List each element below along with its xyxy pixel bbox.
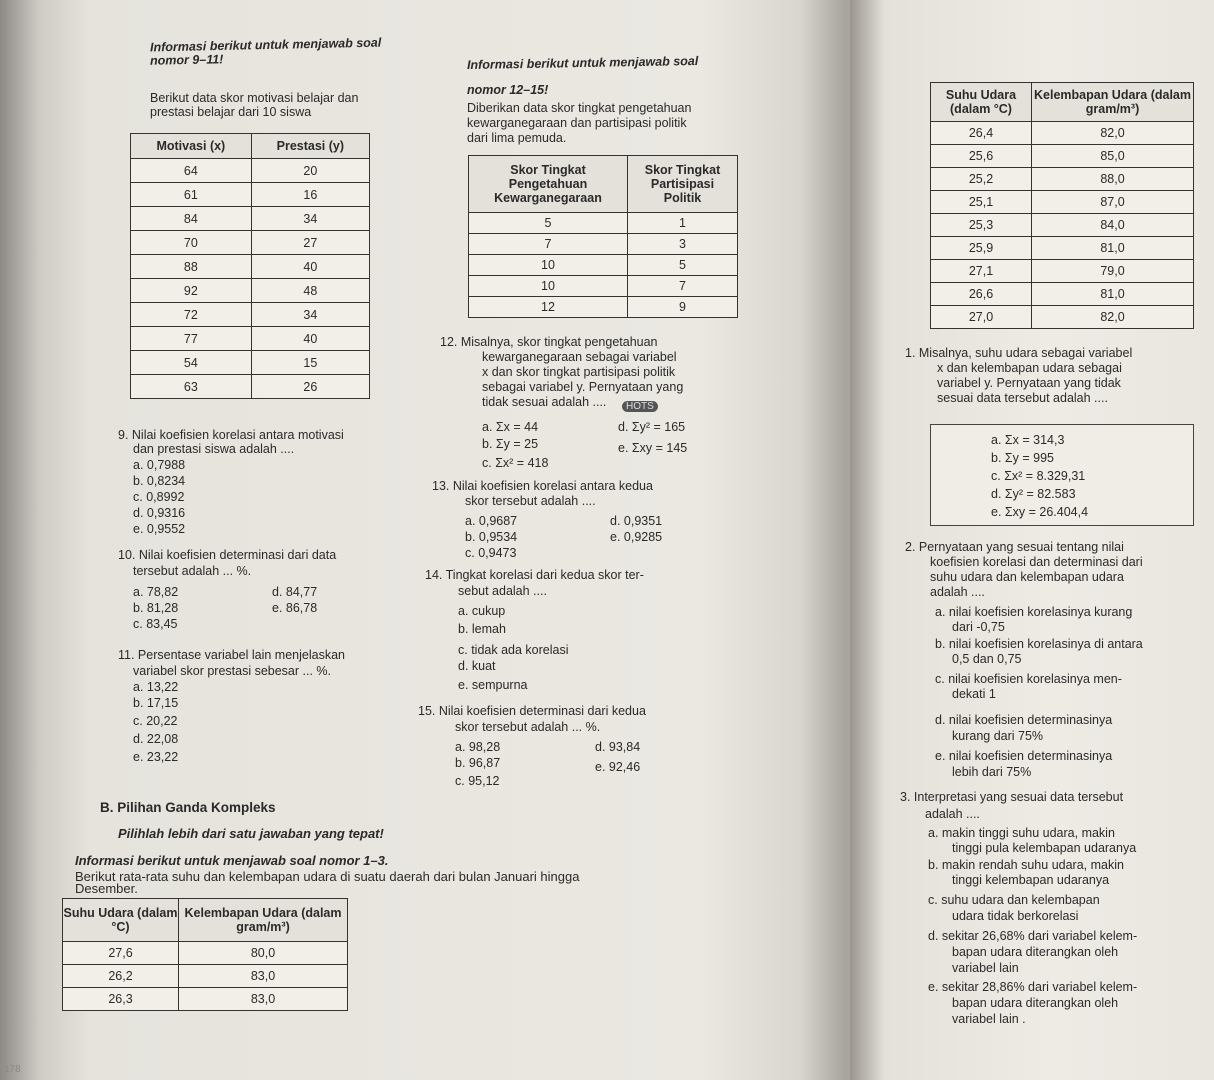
hots-badge [622, 396, 658, 414]
option-3d-cont2: variabel lain [952, 961, 1019, 975]
civic-score-table [468, 155, 738, 318]
option-2e: e. nilai koefisien determinasinya [935, 749, 1113, 763]
option-12e: e. Σxy = 145 [618, 441, 688, 455]
option-9e: e. 0,9552 [133, 522, 186, 536]
question-10: 10. Nilai koefisien determinasi dari data [118, 548, 337, 562]
option-2a: a. nilai koefisien korelasinya kurang [935, 605, 1133, 619]
table-header: Suhu Udara (dalam °C) [931, 83, 1032, 122]
table-row [131, 159, 370, 183]
option-13a: a. 0,9687 [465, 514, 518, 528]
option-10e: e. 86,78 [272, 601, 318, 615]
table-cell: 40 [251, 255, 369, 279]
table-cell: 85,0 [1032, 145, 1194, 168]
table-cell: 27 [251, 231, 369, 255]
option-1e: e. Σxy = 26.404,4 [991, 505, 1089, 519]
option-11a: a. 13,22 [133, 680, 179, 694]
info-desc-1b: Desember. [75, 881, 138, 896]
option-2d-cont: kurang dari 75% [952, 729, 1044, 743]
table-row [931, 260, 1194, 283]
table-header: Skor Tingkat Pengetahuan Kewarganegaraan [469, 156, 628, 213]
table-cell: 70 [131, 231, 252, 255]
question-9: 9. Nilai koefisien korelasi antara motivasi [118, 428, 344, 442]
option-14a: a. cukup [458, 604, 506, 618]
table-cell: 81,0 [1032, 237, 1194, 260]
table-cell: 12 [469, 297, 628, 318]
option-9d: d. 0,9316 [133, 506, 186, 520]
option-3e-cont: bapan udara diterangkan oleh [952, 996, 1119, 1010]
section-b-title: B. Pilihan Ganda Kompleks [100, 800, 276, 815]
question-9-text: dan prestasi siswa adalah .... [133, 442, 295, 456]
table-cell: 25,2 [931, 168, 1032, 191]
table-cell: 26,6 [931, 283, 1032, 306]
table-cell: 34 [251, 207, 369, 231]
table-cell: 83,0 [179, 988, 348, 1011]
info-desc-12: Diberikan data skor tingkat pengetahuan [467, 101, 692, 115]
table-row [131, 279, 370, 303]
option-13c: c. 0,9473 [465, 546, 517, 560]
option-14b: b. lemah [458, 622, 506, 636]
table-row [931, 168, 1194, 191]
table-cell: 25,6 [931, 145, 1032, 168]
table-cell: 81,0 [1032, 283, 1194, 306]
table-cell: 20 [251, 159, 369, 183]
question-3-b: adalah .... [925, 807, 980, 821]
info-heading-12b: nomor 12–15! [467, 83, 549, 97]
question-2-c: suhu udara dan kelembapan udara [930, 570, 1124, 584]
option-15b: b. 96,87 [455, 756, 501, 770]
table-cell: 61 [131, 183, 252, 207]
table-row [469, 213, 738, 234]
question-2: 2. Pernyataan yang sesuai tentang nilai [905, 540, 1124, 554]
table-cell: 84 [131, 207, 252, 231]
section-b-instruction: Pilihlah lebih dari satu jawaban yang tepat! [118, 826, 384, 841]
info-desc-1: Berikut rata-rata suhu dan kelembapan udara di suatu daerah dari bulan Januari hingga [75, 869, 580, 884]
table-cell: 26 [251, 375, 369, 399]
question-12-b: kewarganegaraan sebagai variabel [482, 350, 677, 364]
table-cell: 16 [251, 183, 369, 207]
table-row [131, 327, 370, 351]
table-cell: 88,0 [1032, 168, 1194, 191]
table-row [131, 255, 370, 279]
table-cell: 77 [131, 327, 252, 351]
table-cell: 48 [251, 279, 369, 303]
option-12c: c. Σx² = 418 [482, 456, 549, 470]
option-11b: b. 17,15 [133, 696, 179, 710]
option-11e: e. 23,22 [133, 750, 179, 764]
table-cell: 10 [469, 255, 628, 276]
table-row [131, 303, 370, 327]
option-1c: c. Σx² = 8.329,31 [991, 469, 1086, 483]
info-desc-12b: kewarganegaraan dan partisipasi politik [467, 116, 687, 130]
option-13b: b. 0,9534 [465, 530, 518, 544]
question-12-e: tidak sesuai adalah .... [482, 395, 607, 409]
option-9a: a. 0,7988 [133, 458, 186, 472]
question-10-text: tersebut adalah ... %. [133, 564, 252, 578]
option-9b: b. 0,8234 [133, 474, 186, 488]
table-cell: 25,1 [931, 191, 1032, 214]
option-14d: d. kuat [458, 659, 496, 673]
table-cell: 72 [131, 303, 252, 327]
table-cell: 3 [628, 234, 738, 255]
option-11d: d. 22,08 [133, 732, 179, 746]
table-row [469, 255, 738, 276]
table-row [931, 306, 1194, 329]
question-15-b: skor tersebut adalah ... %. [455, 720, 601, 734]
table-row [131, 207, 370, 231]
option-3e-cont2: variabel lain . [952, 1012, 1026, 1026]
table-cell: 10 [469, 276, 628, 297]
option-15c: c. 95,12 [455, 774, 500, 788]
question-14: 14. Tingkat korelasi dari kedua skor ter- [425, 568, 644, 582]
table-cell: 7 [469, 234, 628, 255]
info-heading-9: Informasi berikut untuk menjawab soal [149, 35, 382, 55]
table-row [931, 191, 1194, 214]
table-cell: 34 [251, 303, 369, 327]
table-cell: 92 [131, 279, 252, 303]
question-12: 12. Misalnya, skor tingkat pengetahuan [440, 335, 658, 349]
option-10b: b. 81,28 [133, 601, 179, 615]
table-cell: 80,0 [179, 942, 348, 965]
table-row [131, 351, 370, 375]
table-cell: 82,0 [1032, 122, 1194, 145]
humidity-table-part1 [62, 898, 348, 1011]
table-cell: 9 [628, 297, 738, 318]
option-10c: c. 83,45 [133, 617, 178, 631]
option-15d: d. 93,84 [595, 740, 641, 754]
table-cell: 26,3 [63, 988, 179, 1011]
table-row [469, 276, 738, 297]
table-cell: 25,3 [931, 214, 1032, 237]
option-12b: b. Σy = 25 [482, 437, 539, 451]
table-header: Motivasi (x) [131, 134, 252, 159]
option-2c: c. nilai koefisien korelasinya men- [935, 672, 1122, 686]
option-11c: c. 20,22 [133, 714, 178, 728]
info-desc-9: Berikut data skor motivasi belajar dan [150, 91, 359, 105]
option-9c: c. 0,8992 [133, 490, 185, 504]
info-heading-1: Informasi berikut untuk menjawab soal nomor 1–3. [75, 853, 389, 868]
question-2-d: adalah .... [930, 585, 985, 599]
table-cell: 64 [131, 159, 252, 183]
question-13: 13. Nilai koefisien korelasi antara kedua [432, 479, 653, 493]
option-2b-cont: 0,5 dan 0,75 [952, 652, 1022, 666]
question-11-text: variabel skor prestasi sebesar ... %. [133, 664, 331, 678]
question-15: 15. Nilai koefisien determinasi dari kedua [418, 704, 646, 718]
option-14c: c. tidak ada korelasi [458, 643, 569, 657]
table-cell: 27,6 [63, 942, 179, 965]
table-cell: 84,0 [1032, 214, 1194, 237]
table-row [469, 297, 738, 318]
option-12d: d. Σy² = 165 [618, 420, 686, 434]
question-1: 1. Misalnya, suhu udara sebagai variabel [905, 346, 1133, 360]
page-number: 178 [4, 1064, 21, 1075]
table-row [931, 237, 1194, 260]
table-cell: 1 [628, 213, 738, 234]
option-1b: b. Σy = 995 [991, 451, 1054, 465]
question-11: 11. Persentase variabel lain menjelaskan [118, 648, 345, 662]
info-desc-12c: dari lima pemuda. [467, 131, 567, 145]
option-3c-cont: udara tidak berkorelasi [952, 909, 1079, 923]
table-header: Skor Tingkat Partisipasi Politik [628, 156, 738, 213]
option-10d: d. 84,77 [272, 585, 318, 599]
table-cell: 83,0 [179, 965, 348, 988]
table-row [63, 965, 348, 988]
table-cell: 27,1 [931, 260, 1032, 283]
table-row [63, 988, 348, 1011]
option-2a-cont: dari -0,75 [952, 620, 1005, 634]
table-cell: 40 [251, 327, 369, 351]
table-cell: 87,0 [1032, 191, 1194, 214]
question-1-b: x dan kelembapan udara sebagai [937, 361, 1122, 375]
table-row [931, 214, 1194, 237]
question-1-c: variabel y. Pernyataan yang tidak [937, 376, 1121, 390]
option-15a: a. 98,28 [455, 740, 501, 754]
question-14-b: sebut adalah .... [458, 584, 547, 598]
question-12-c: x dan skor tingkat partisipasi politik [482, 365, 676, 379]
option-3e: e. sekitar 28,86% dari variabel kelem- [928, 980, 1138, 994]
option-14e: e. sempurna [458, 678, 528, 692]
question-3: 3. Interpretasi yang sesuai data tersebut [900, 790, 1124, 804]
option-2e-cont: lebih dari 75% [952, 765, 1032, 779]
option-1d: d. Σy² = 82.583 [991, 487, 1076, 501]
table-row [131, 231, 370, 255]
table-cell: 26,2 [63, 965, 179, 988]
option-13d: d. 0,9351 [610, 514, 663, 528]
humidity-table-part2 [930, 82, 1194, 329]
table-cell: 7 [628, 276, 738, 297]
table-cell: 26,4 [931, 122, 1032, 145]
table-cell: 63 [131, 375, 252, 399]
table-cell: 82,0 [1032, 306, 1194, 329]
option-13e: e. 0,9285 [610, 530, 663, 544]
info-desc-9b: prestasi belajar dari 10 siswa [150, 105, 312, 119]
table-cell: 54 [131, 351, 252, 375]
question-2-b: koefisien korelasi dan determinasi dari [930, 555, 1143, 569]
table-cell: 25,9 [931, 237, 1032, 260]
table-row [931, 145, 1194, 168]
table-header: Suhu Udara (dalam °C) [63, 899, 179, 942]
info-heading-12: Informasi berikut untuk menjawab soal [466, 53, 699, 73]
question-1-d: sesuai data tersebut adalah .... [937, 391, 1108, 405]
table-cell: 15 [251, 351, 369, 375]
option-3a: a. makin tinggi suhu udara, makin [928, 826, 1115, 840]
option-2c-cont: dekati 1 [952, 687, 996, 701]
table-header: Prestasi (y) [251, 134, 369, 159]
motivation-table [130, 133, 370, 399]
option-3b-cont: tinggi kelembapan udaranya [952, 873, 1110, 887]
question-13-b: skor tersebut adalah .... [465, 494, 596, 508]
option-15e: e. 92,46 [595, 760, 641, 774]
table-cell: 5 [469, 213, 628, 234]
question-12-d: sebagai variabel y. Pernyataan yang [482, 380, 684, 394]
option-12a: a. Σx = 44 [482, 420, 539, 434]
option-1a: a. Σx = 314,3 [991, 433, 1065, 447]
table-cell: 88 [131, 255, 252, 279]
table-header: Kelembapan Udara (dalam gram/m³) [1032, 83, 1194, 122]
option-3c: c. suhu udara dan kelembapan [928, 893, 1100, 907]
info-heading-9b: nomor 9–11! [149, 52, 224, 68]
hots-badge-label: HOTS [622, 401, 658, 412]
option-3d: d. sekitar 26,68% dari variabel kelem- [928, 929, 1138, 943]
table-row [131, 375, 370, 399]
table-row [931, 122, 1194, 145]
option-2d: d. nilai koefisien determinasinya [935, 713, 1113, 727]
option-3d-cont: bapan udara diterangkan oleh [952, 945, 1119, 959]
table-row [131, 183, 370, 207]
option-3b: b. makin rendah suhu udara, makin [928, 858, 1124, 872]
option-10a: a. 78,82 [133, 585, 179, 599]
table-row [931, 283, 1194, 306]
option-3a-cont: tinggi pula kelembapan udaranya [952, 841, 1137, 855]
table-row [469, 234, 738, 255]
table-row [63, 942, 348, 965]
table-cell: 5 [628, 255, 738, 276]
table-cell: 79,0 [1032, 260, 1194, 283]
question-1-options-box [930, 424, 1194, 526]
table-cell: 27,0 [931, 306, 1032, 329]
table-header: Kelembapan Udara (dalam gram/m³) [179, 899, 348, 942]
option-2b: b. nilai koefisien korelasinya di antara [935, 637, 1143, 651]
